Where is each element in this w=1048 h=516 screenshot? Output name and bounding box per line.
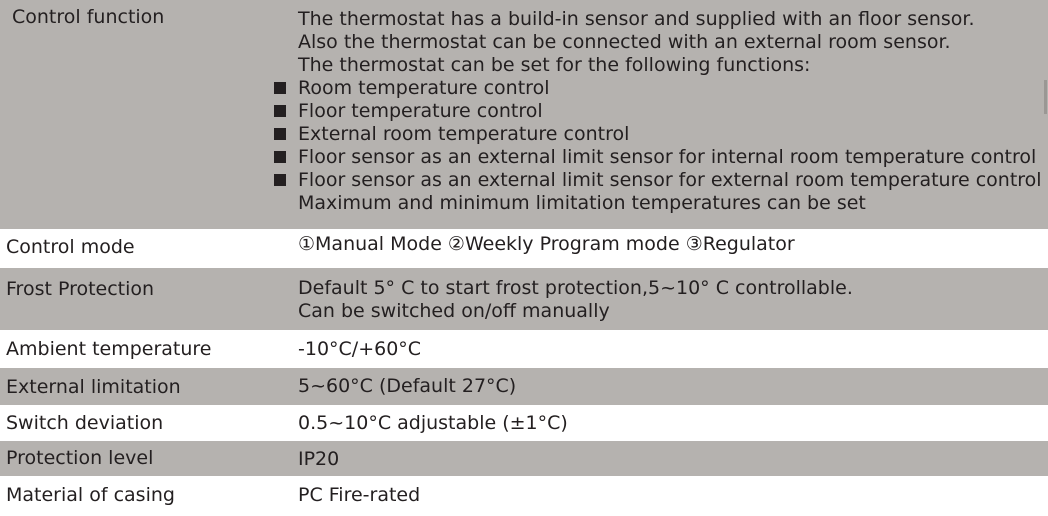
outro-line: Maximum and minimum limitation temperatures can be set (298, 192, 866, 214)
row-label: Frost Protection (6, 278, 155, 300)
row-value: 5~60°C (Default 27°C) (298, 375, 517, 397)
scrollbar-thumb[interactable] (1044, 80, 1047, 114)
list-item: Floor sensor as an external limit sensor for external room temperature control (298, 169, 1042, 192)
row-label: External limitation (6, 376, 181, 398)
table-row (0, 0, 1048, 229)
table-row (0, 229, 1048, 268)
square-bullet-icon (274, 174, 286, 186)
list-item: External room temperature control (298, 123, 1042, 146)
table-row (0, 476, 1048, 516)
table-row (0, 368, 1048, 405)
table-row (0, 330, 1048, 368)
intro-line: The thermostat has a build-in sensor and supplied with an floor sensor. (298, 8, 975, 30)
row-value: IP20 (298, 448, 340, 470)
list-item: Floor temperature control (298, 100, 1042, 123)
row-label: Switch deviation (6, 412, 164, 434)
row-value (298, 8, 1042, 215)
square-bullet-icon (274, 151, 286, 163)
row-label: Control mode (6, 236, 135, 258)
intro-line: The thermostat can be set for the following functions: (298, 54, 811, 76)
row-value: -10°C/+60°C (298, 338, 422, 360)
row-value: Default 5° C to start frost protection,5~10° C controllable. Can be switched on/off manually (298, 277, 853, 322)
row-value: ①Manual Mode ②Weekly Program mode ③Regulator (298, 233, 795, 255)
list-item: Floor sensor as an external limit sensor for internal room temperature control (298, 146, 1042, 169)
row-value: PC Fire-rated (298, 484, 421, 506)
square-bullet-icon (274, 105, 286, 117)
square-bullet-icon (274, 128, 286, 140)
row-label: Material of casing (6, 484, 175, 506)
table-row (0, 405, 1048, 441)
row-label: Control function (12, 6, 165, 28)
list-item: Room temperature control (298, 77, 1042, 100)
square-bullet-icon (274, 82, 286, 94)
table-row (0, 268, 1048, 330)
row-label: Protection level (6, 447, 154, 469)
intro-line: Also the thermostat can be connected with an external room sensor. (298, 31, 951, 53)
row-label: Ambient temperature (6, 338, 212, 360)
table-row (0, 441, 1048, 476)
row-value: 0.5~10°C adjustable (±1°C) (298, 412, 568, 434)
